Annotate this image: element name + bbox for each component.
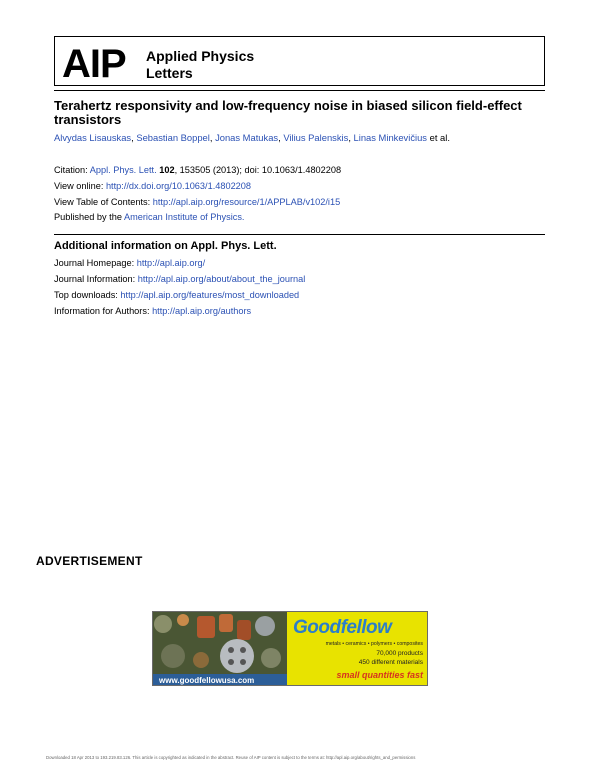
author-list: Alvydas Lisauskas, Sebastian Boppel, Jonas Matukas, Vilius Palenskis, Linas Minkevičius et al. bbox=[54, 132, 450, 143]
ad-url-link[interactable]: www.goodfellowusa.com bbox=[159, 676, 255, 685]
top-downloads-link[interactable]: http://apl.aip.org/features/most_downloaded bbox=[120, 290, 300, 300]
ad-product-photo bbox=[153, 612, 287, 674]
journal-information-label: Journal Information: bbox=[54, 274, 138, 284]
journal-information-line bbox=[54, 273, 305, 285]
ad-materials-count: 450 different materials bbox=[358, 659, 423, 666]
toc-link[interactable]: http://apl.aip.org/resource/1/APPLAB/v102/i15 bbox=[152, 197, 341, 207]
journal-homepage-link[interactable]: http://apl.aip.org/ bbox=[136, 258, 206, 268]
view-online-line bbox=[54, 180, 251, 192]
authors-info-link[interactable]: http://apl.aip.org/authors bbox=[152, 306, 252, 316]
journal-homepage-line bbox=[54, 257, 205, 269]
info-heading: Additional information on Appl. Phys. Lett. bbox=[54, 240, 277, 252]
ad-products-count: 70,000 products bbox=[376, 650, 423, 657]
author-link[interactable]: Jonas Matukas bbox=[215, 132, 279, 143]
view-online-label: View online: bbox=[54, 181, 106, 191]
authors-info-line bbox=[54, 305, 251, 317]
header-divider bbox=[54, 90, 545, 91]
journal-homepage-label: Journal Homepage: bbox=[54, 258, 137, 268]
advertisement-label: ADVERTISEMENT bbox=[36, 554, 143, 568]
top-downloads-line bbox=[54, 289, 299, 301]
advertisement-banner[interactable] bbox=[152, 611, 428, 686]
info-divider bbox=[54, 234, 545, 235]
citation-details: , 153505 (2013); doi: 10.1063/1.4802208 bbox=[174, 165, 342, 175]
citation-label: Citation: bbox=[54, 165, 90, 175]
journal-name-line2: Letters bbox=[146, 65, 193, 81]
authors-info-label: Information for Authors: bbox=[54, 306, 153, 316]
author-link[interactable]: Alvydas Lisauskas bbox=[54, 132, 132, 143]
download-notice: Downloaded 18 Apr 2013 to 193.219.83.126. This article is copyrighted as indicated in the abstract. Reuse of AIP content is subject to the terms at: http://apl.aip.org/about/rights_and_permissions bbox=[46, 755, 416, 760]
author-link[interactable]: Linas Minkevičius bbox=[353, 132, 427, 143]
publisher-label: Published by the bbox=[54, 212, 124, 222]
aip-logo: AIP bbox=[62, 42, 126, 86]
journal-name-line1: Applied Physics bbox=[146, 48, 255, 64]
article-title: Terahertz responsivity and low-frequency noise in biased silicon field-effect transistors bbox=[54, 98, 522, 127]
et-al-text: et al. bbox=[429, 132, 450, 143]
top-downloads-label: Top downloads: bbox=[54, 290, 121, 300]
publisher-link[interactable]: American Institute of Physics. bbox=[123, 212, 245, 222]
ad-tagline: metals • ceramics • polymers • composites bbox=[325, 641, 423, 647]
author-link[interactable]: Sebastian Boppel bbox=[136, 132, 210, 143]
toc-line bbox=[54, 196, 340, 208]
citation-line bbox=[54, 164, 341, 176]
ad-brand-name: Goodfellow bbox=[293, 617, 392, 638]
author-link[interactable]: Vilius Palenskis bbox=[283, 132, 349, 143]
journal-information-link[interactable]: http://apl.aip.org/about/about_the_journal bbox=[137, 274, 306, 284]
citation-volume: 102 bbox=[159, 165, 175, 175]
citation-journal-link[interactable]: Appl. Phys. Lett. bbox=[89, 165, 157, 175]
doi-link[interactable]: http://dx.doi.org/10.1063/1.4802208 bbox=[105, 181, 252, 191]
journal-header bbox=[54, 36, 545, 86]
ad-slogan: small quantities fast bbox=[336, 670, 423, 680]
publisher-line bbox=[54, 211, 245, 223]
toc-label: View Table of Contents: bbox=[54, 197, 153, 207]
